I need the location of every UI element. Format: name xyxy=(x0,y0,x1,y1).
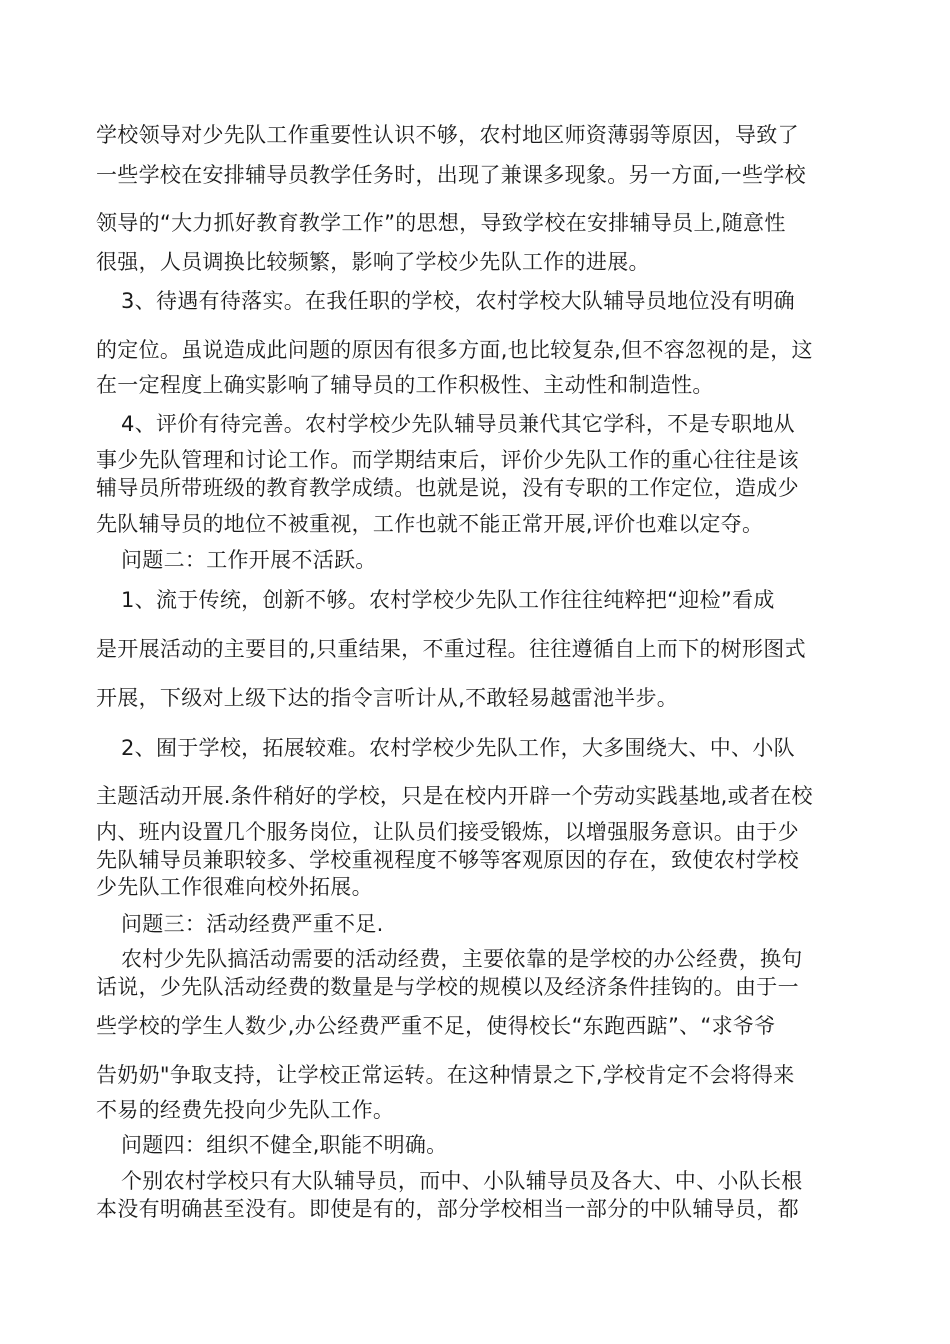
text-line: 少先队工作很难向校外拓展。 xyxy=(96,875,373,899)
text-line: 个别农村学校只有大队辅导员，而中、小队辅导员及各大、中、小队长根 xyxy=(121,1169,803,1193)
section-heading: 问题四：组织不健全,职能不明确。 xyxy=(121,1133,448,1157)
text-line: 很强，人员调换比较频繁，影响了学校少先队工作的进展。 xyxy=(96,250,650,274)
text-line: 的定位。虽说造成此问题的原因有很多方面,也比较复杂,但不容忽视的是，这 xyxy=(96,338,813,362)
text-line: 学校领导对少先队工作重要性认识不够，农村地区师资薄弱等原因，导致了 xyxy=(96,123,799,147)
text-line: 些学校的学生人数少,办公经费严重不足，使得校长“东跑西踮”、“求爷爷 xyxy=(96,1014,776,1038)
text-line: 是开展活动的主要目的,只重结果，不重过程。往往遵循自上而下的树形图式 xyxy=(96,637,806,661)
text-line: 先队辅导员的地位不被重视，工作也就不能正常开展,评价也难以定夺。 xyxy=(96,512,764,536)
numbered-point: 1、流于传统，创新不够。农村学校少先队工作往往纯粹把“迎检”看成 xyxy=(121,588,775,612)
text-line: 告奶奶"争取支持，让学校正常运转。在这种情景之下,学校肯定不会将得来 xyxy=(96,1063,795,1087)
text-line: 先队辅导员兼职较多、学校重视程度不够等客观原因的存在，致使农村学校 xyxy=(96,848,799,872)
numbered-point: 3、待遇有待落实。在我任职的学校，农村学校大队辅导员地位没有明确 xyxy=(121,289,795,313)
text-line: 领导的“大力抓好教育教学工作”的思想，导致学校在安排辅导员上,随意性 xyxy=(96,211,786,235)
text-line: 主题活动开展.条件稍好的学校，只是在校内开辟一个劳动实践基地,或者在校 xyxy=(96,784,813,808)
text-line: 辅导员所带班级的教育教学成绩。也就是说，没有专职的工作定位，造成少 xyxy=(96,476,799,500)
text-line: 事少先队管理和讨论工作。而学期结束后，评价少先队工作的重心往往是该 xyxy=(96,448,799,472)
section-heading: 问题三：活动经费严重不足. xyxy=(121,912,384,936)
text-line: 本没有明确甚至没有。即使是有的，部分学校相当一部分的中队辅导员，都 xyxy=(96,1197,799,1221)
text-line: 一些学校在安排辅导员教学任务时，出现了兼课多现象。另一方面,一些学校 xyxy=(96,163,806,187)
text-line: 不易的经费先投向少先队工作。 xyxy=(96,1098,395,1122)
numbered-point: 4、评价有待完善。农村学校少先队辅导员兼代其它学科，不是专职地从 xyxy=(121,412,795,436)
text-line: 话说，少先队活动经费的数量是与学校的规模以及经济条件挂钩的。由于一 xyxy=(96,975,799,999)
text-line: 内、班内设置几个服务岗位，让队员们接受锻炼，以增强服务意识。由于少 xyxy=(96,820,799,844)
section-heading: 问题二：工作开展不活跃。 xyxy=(121,548,377,572)
text-line: 开展，下级对上级下达的指令言听计从,不敢轻易越雷池半步。 xyxy=(96,686,679,710)
numbered-point: 2、囿于学校，拓展较难。农村学校少先队工作，大多围绕大、中、小队 xyxy=(121,736,795,760)
text-line: 在一定程度上确实影响了辅导员的工作积极性、主动性和制造性。 xyxy=(96,373,714,397)
text-line: 农村少先队搞活动需要的活动经费，主要依靠的是学校的办公经费，换句 xyxy=(121,947,803,971)
